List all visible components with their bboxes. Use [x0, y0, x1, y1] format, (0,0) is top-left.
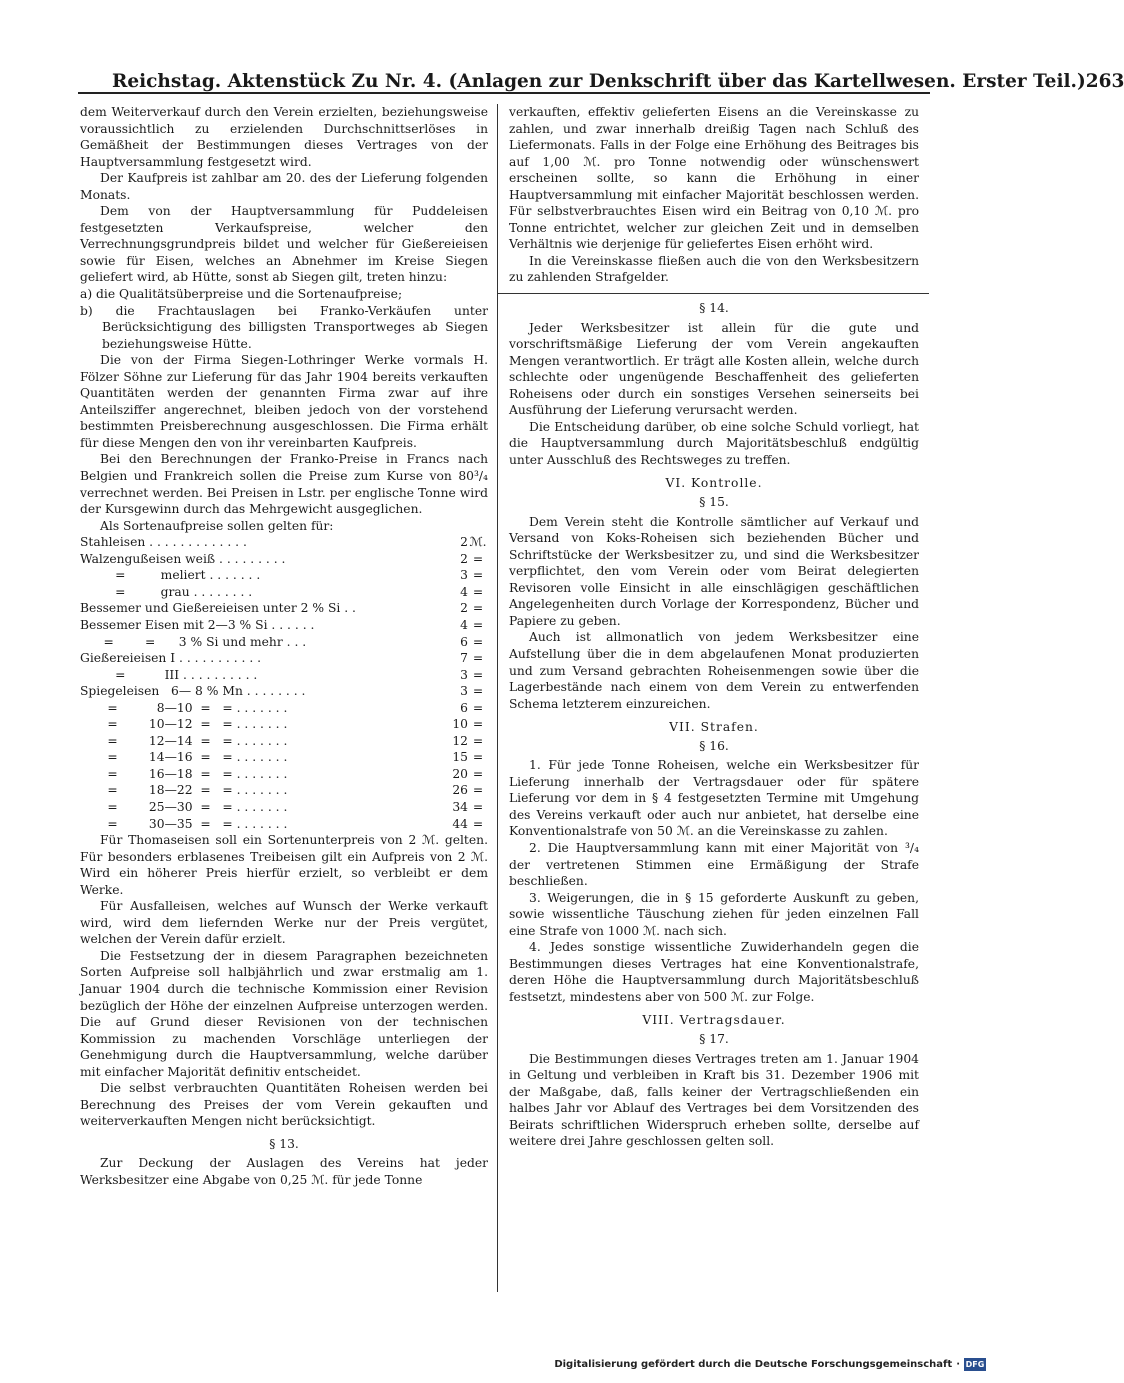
- paragraph: Für Ausfalleisen, welches auf Wunsch der Werke verkauft wird, wird dem liefernden Werke nur der Preis vergütet, welchen der Verein dafür erzielt.: [80, 899, 488, 947]
- table-row: Spiegeleisen 6— 8 % Mn . . . . . . . . 3 =: [80, 684, 484, 699]
- paragraph: verkauften, effektiv gelieferten Eisens an die Vereinskasse zu zahlen, und zwar innerhalb dreißig Tagen nach Schluß des Liefermonats. Falls in der Folge eine Erhöhung des Beitrages bis auf 1,00 ℳ. pro Tonne notwendig oder wünschenswert erscheinen sollte, so kann die Erhöhung in einer Hauptversammlung mit einfacher Majorität beschlossen werden. Für selbstverbrauchtes Eisen wird ein Beitrag von 0,10 ℳ. pro Tonne entrichtet, welcher zur gleichen Zeit und in demselben Verhältnis wie derjenige für geliefertes Eisen erhöht wird.: [509, 105, 919, 252]
- table-row: Walzengußeisen weiß . . . . . . . . . 2 =: [80, 551, 484, 566]
- paragraph: Dem Verein steht die Kontrolle sämtlicher auf Verkauf und Versand von Koks-Roheisen sich beziehenden Bücher und Schriftstücke der Werksbesitzer zu, und sind die Werksbesitzer verpflichtet, den vom Verein oder vom Beirat delegierten Revisoren volle Einsicht in alle einschlägigen geschäftlichen Angelegenheiten durch Vorlage der Korrespondenz, Bücher und Papiere zu geben.: [509, 514, 919, 628]
- table-row: = 8—10 = = . . . . . . . 6 =: [80, 700, 484, 715]
- table-row: = 10—12 = = . . . . . . . 10 =: [80, 717, 484, 732]
- chapter-heading: VI. Kontrolle.: [665, 476, 763, 491]
- paragraph: Zur Deckung der Auslagen des Vereins hat jeder Werksbesitzer eine Abgabe von 0,25 ℳ. für jede Tonne: [80, 1156, 488, 1187]
- section-heading: § 13.: [269, 1136, 299, 1151]
- paragraph: Auch ist allmonatlich von jedem Werksbesitzer eine Aufstellung über die in dem abgelaufenen Monat produzierten und zum Versand gebrachten Roheisenmengen sowie über die Lagerbestände nach einem von dem Verein zu entwerfenden Schema letzterem einzureichen.: [509, 630, 919, 711]
- table-row: Bessemer und Gießereieisen unter 2 % Si . . 2 =: [80, 601, 484, 616]
- column-rule: [497, 104, 498, 1292]
- paragraph: Für Thomaseisen soll ein Sortenunterpreis von 2 ℳ. gelten. Für besonders erblasenes Treibeisen gilt ein Aufpreis von 2 ℳ. Wird ein höherer Preis hierfür erzielt, so verbleibt er dem Werke.: [80, 833, 488, 897]
- section-rule: [497, 293, 929, 294]
- table-row: = III . . . . . . . . . . 3 =: [80, 667, 484, 682]
- table-row: = 18—22 = = . . . . . . . 26 =: [80, 783, 484, 798]
- paragraph: Jeder Werksbesitzer ist allein für die gute und vorschriftsmäßige Lieferung der vom Verein angekauften Mengen verantwortlich. Er trägt alle Kosten allein, welche durch schlechte oder ungenügende Beschaffenheit des gelieferten Roheisens oder durch ein sonstiges Versehen seinerseits bei Ausführung der Lieferung verursacht werden.: [509, 320, 919, 418]
- section-heading: § 17.: [699, 1031, 729, 1046]
- section-heading: § 15.: [699, 495, 729, 510]
- paragraph: 3. Weigerungen, die in § 15 geforderte Auskunft zu geben, sowie wissentliche Täuschung ziehen für jeden einzelnen Fall eine Strafe von 1000 ℳ. nach sich.: [509, 890, 919, 938]
- table-row: Bessemer Eisen mit 2—3 % Si . . . . . . 4 =: [80, 617, 484, 632]
- running-title: Reichstag. Aktenstück Zu Nr. 4. (Anlagen zur Denkschrift über das Kartellwesen. Erster Teil.): [112, 71, 1086, 92]
- running-header: [112, 58, 1124, 92]
- paragraph: In die Vereinskasse fließen auch die von den Werksbesitzern zu zahlenden Strafgelder.: [509, 253, 919, 285]
- table-row: = 30—35 = = . . . . . . . 44 =: [80, 816, 484, 831]
- paragraph: dem Weiterverkauf durch den Verein erzielten, beziehungsweise voraussichtlich zu erzielenden Durchschnittserlöses in Gemäßheit der Bestimmungen dieses Vertrages von der Hauptversammlung festgesetzt wird.: [80, 105, 488, 169]
- list-item: a) die Qualitätsüberpreise und die Sortenaufpreise;: [80, 287, 403, 302]
- paragraph: Die von der Firma Siegen-Lothringer Werke vormals H. Fölzer Söhne zur Lieferung für das Jahr 1904 bereits verkauften Quantitäten werden der genannten Firma zwar auf ihre Anteilsziffer angerechnet, bleiben jedoch von der vorstehend bestimmten Preisberechnung ausgeschlossen. Die Firma erhält für diese Mengen den von ihr vereinbarten Kaufpreis.: [80, 353, 488, 450]
- right-column: [509, 104, 919, 1150]
- surcharge-table: [80, 534, 488, 832]
- header-rule: [78, 92, 930, 94]
- paragraph: Als Sortenaufpreise sollen gelten für:: [100, 518, 334, 533]
- table-row: = = 3 % Si und mehr . . . 6 =: [80, 634, 484, 649]
- chapter-heading: VII. Strafen.: [669, 720, 759, 735]
- table-row: Stahleisen . . . . . . . . . . . . . 2 ℳ.: [80, 535, 487, 550]
- dfg-logo: DFG: [965, 1360, 985, 1369]
- table-row: = 12—14 = = . . . . . . . 12 =: [80, 733, 484, 748]
- paragraph: Die Bestimmungen dieses Vertrages treten am 1. Januar 1904 in Geltung und verbleiben in Kraft bis 31. Dezember 1906 mit der Maßgabe, daß, falls keiner der Vertragschließenden ein halbes Jahr vor Ablauf des Vertrages bei dem Vorsitzenden des Beirats schriftlichen Widerspruch erheben sollte, derselbe auf weitere drei Jahre geschlossen gelten soll.: [509, 1051, 919, 1149]
- paragraph: 1. Für jede Tonne Roheisen, welche ein Werksbesitzer für Lieferung innerhalb der Vertragsdauer oder für spätere Lieferung vor dem in § 4 festgesetzten Termine mit Umgehung des Vereins verkauft oder auch nur anbietet, hat derselbe eine Konventionalstrafe von 50 ℳ. an die Vereinskasse zu zahlen.: [509, 758, 919, 839]
- chapter-heading: VIII. Vertragsdauer.: [642, 1013, 786, 1028]
- table-row: = 25—30 = = . . . . . . . 34 =: [80, 799, 484, 814]
- paragraph: Die Festsetzung der in diesem Paragraphen bezeichneten Sorten Aufpreise soll halbjährlich und zwar erstmalig am 1. Januar 1904 durch die technische Kommission einer Revision bezüglich der Höhe der einzelnen Aufpreise unterzogen werden. Die auf Grund dieser Revisionen von der technischen Kommission zu machenden Vorschläge unterliegen der Genehmigung durch die Hauptversammlung, welche darüber mit einfacher Majorität definitiv entscheidet.: [80, 948, 488, 1079]
- footer-text: Digitalisierung gefördert durch die Deutsche Forschungsgemeinschaft: [554, 1359, 953, 1370]
- table-row: = meliert . . . . . . . 3 =: [80, 568, 484, 583]
- paragraph: Dem von der Hauptversammlung für Puddeleisen festgesetzten Verkaufspreise, welcher den Verrechnungsgrundpreis bildet und welcher für Gießereieisen sowie für Eisen, welches an Abnehmer im Kreise Siegen geliefert wird, ab Hütte, sonst ab Siegen gilt, treten hinzu:: [80, 204, 488, 285]
- paragraph: Die selbst verbrauchten Quantitäten Roheisen werden bei Berechnung des Preises der vom Verein gekauften und weiterverkauften Mengen nicht berücksichtigt.: [80, 1081, 488, 1129]
- paragraph: Der Kaufpreis ist zahlbar am 20. des der Lieferung folgenden Monats.: [80, 171, 488, 202]
- table-row: = 14—16 = = . . . . . . . 15 =: [80, 750, 484, 765]
- page-number: 263: [1085, 71, 1124, 92]
- paragraph: 2. Die Hauptversammlung kann mit einer Majorität von ³/₄ der vertretenen Stimmen eine Ermäßigung der Strafe beschließen.: [509, 840, 919, 889]
- table-row: = grau . . . . . . . . 4 =: [80, 584, 484, 599]
- section-heading: § 14.: [699, 301, 729, 316]
- list-item: b) die Frachtauslagen bei Franko-Verkäufen unter Berücksichtigung des billigsten Transportweges ab Siegen beziehungsweise Hütte.: [80, 303, 488, 351]
- paragraph: Bei den Berechnungen der Franko-Preise in Francs nach Belgien und Frankreich sollen die Preise zum Kurse von 80³/₄ verrechnet werden. Bei Preisen in Lstr. per englische Tonne wird der Kursgewinn durch das Mehrgewicht ausgeglichen.: [80, 452, 488, 517]
- paragraph: Die Entscheidung darüber, ob eine solche Schuld vorliegt, hat die Hauptversammlung durch Majoritätsbeschluß endgültig unter Ausschluß des Rechtsweges zu treffen.: [509, 419, 919, 467]
- table-row: Gießereieisen I . . . . . . . . . . . 7 =: [80, 651, 484, 666]
- table-row: = 16—18 = = . . . . . . . 20 =: [80, 766, 484, 781]
- digitization-footer: Digitalisierung gefördert durch die Deutsche Forschungsgemeinschaft · DFG: [554, 1359, 985, 1370]
- paragraph: 4. Jedes sonstige wissentliche Zuwiderhandeln gegen die Bestimmungen dieses Vertrages hat eine Konventionalstrafe, deren Höhe die Hauptversammlung durch Majoritätsbeschluß festsetzt, mindestens aber von 500 ℳ. zur Folge.: [509, 940, 919, 1004]
- section-heading: § 16.: [699, 738, 729, 753]
- left-column: [80, 104, 488, 1189]
